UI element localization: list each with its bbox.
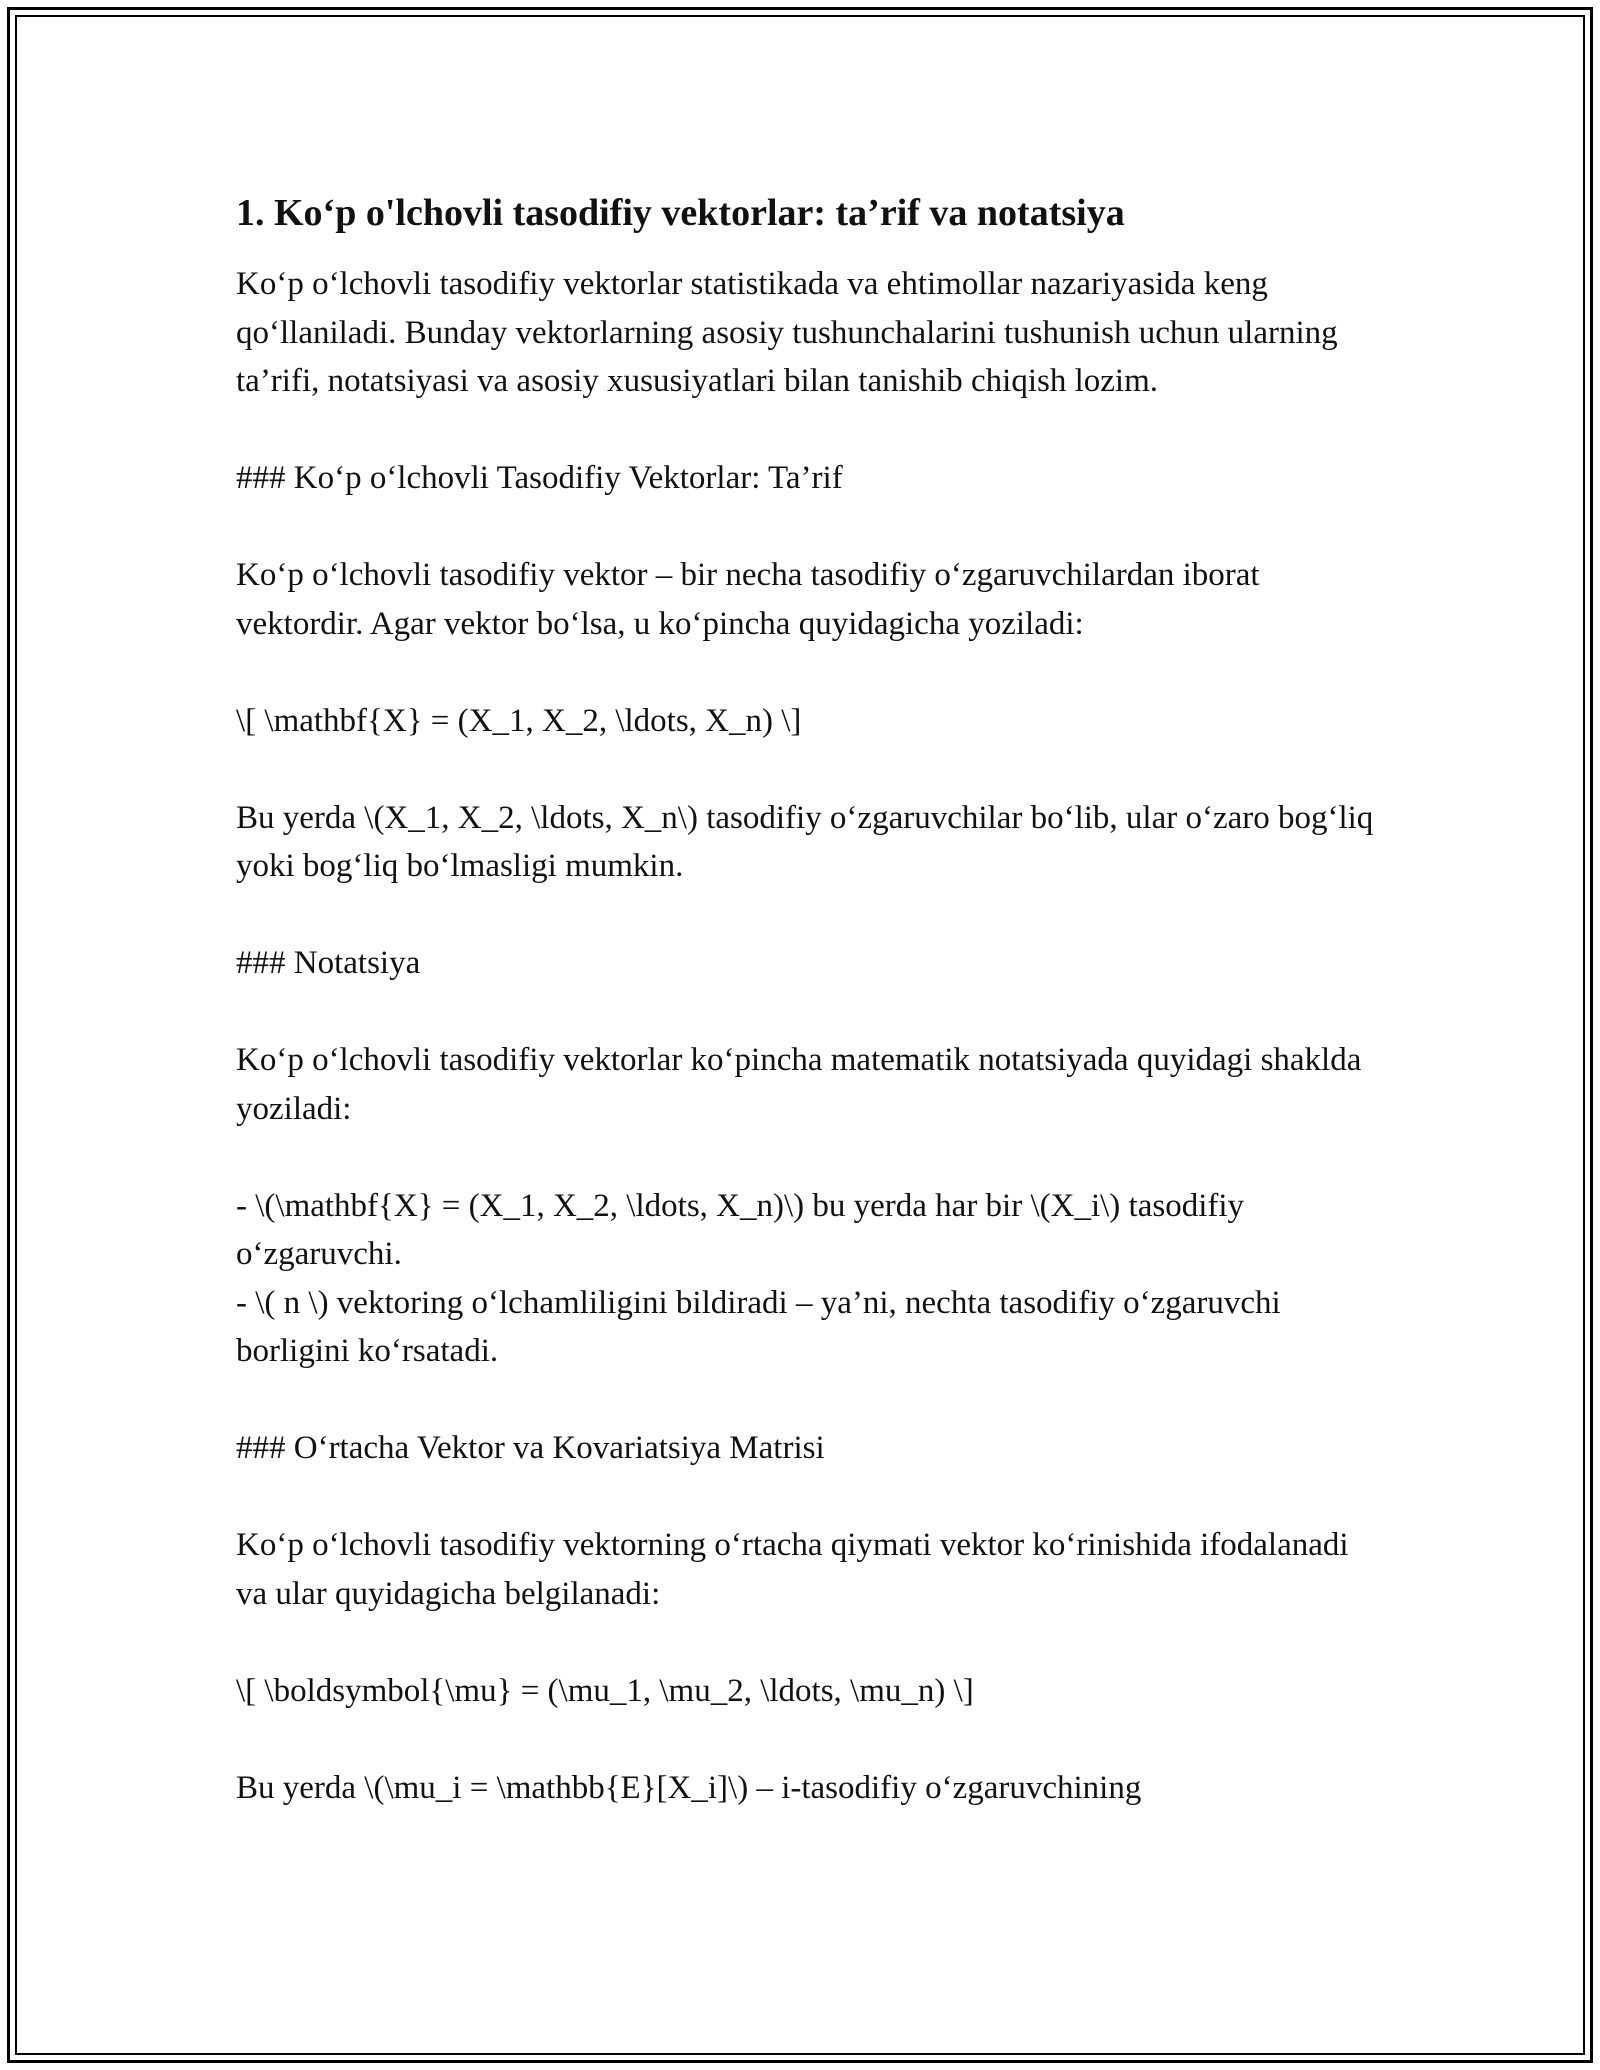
mean-paragraph: Ko‘p o‘lchovli tasodifiy vektorning o‘rtacha qiymati vektor ko‘rinishida ifodalanadi va ular quyidagicha belgilanadi: xyxy=(236,1527,1349,1612)
notation-bullet-2: - \( n \) vektoring o‘lchamliligini bildiradi – ya’ni, nechta tasodifiy o‘zgaruvchi borligini ko‘rsatadi. xyxy=(236,1284,1281,1369)
vector-formula: \[ \mathbf{X} = (X_1, X_2, \ldots, X_n) \] xyxy=(236,702,802,739)
intro-paragraph: Ko‘p o‘lchovli tasodifiy vektorlar statistikada va ehtimollar nazariyasida keng qo‘llaniladi. Bunday vektorlarning asosiy tushunchalarini tushunish uchun ularning ta’rifi, notatsiyasi va asosiy xususiyatlari bilan tanishib chiqish lozim. xyxy=(236,266,1338,399)
mean-formula: \[ \boldsymbol{\mu} = (\mu_1, \mu_2, \ldots, \mu_n) \] xyxy=(236,1672,974,1709)
notation-paragraph: Ko‘p o‘lchovli tasodifiy vektorlar ko‘pincha matematik notatsiyada quyidagi shaklda yoziladi: xyxy=(236,1042,1362,1127)
section-heading-definition: ### Ko‘p o‘lchovli Tasodifiy Vektorlar: Ta’rif xyxy=(236,460,843,496)
section-heading-notation: ### Notatsiya xyxy=(236,945,421,981)
definition-explanation: Bu yerda \(X_1, X_2, \ldots, X_n\) tasodifiy o‘zgaruvchilar bo‘lib, ular o‘zaro bog‘liq yoki bog‘liq bo‘lmasligi mumkin. xyxy=(236,799,1374,884)
document-title: 1. Ko‘p o'lchovli tasodifiy vektorlar: ta’rif va notatsiya xyxy=(236,192,1125,234)
mean-explanation: Bu yerda \(\mu_i = \mathbb{E}[X_i]\) – i-tasodifiy o‘zgaruvchining xyxy=(236,1769,1142,1806)
section-heading-mean-covariance: ### O‘rtacha Vektor va Kovariatsiya Matrisi xyxy=(236,1430,825,1466)
notation-bullet-1: - \(\mathbf{X} = (X_1, X_2, \ldots, X_n)\) bu yerda har bir \(X_i\) tasodifiy o‘zgaruvchi. xyxy=(236,1187,1245,1272)
definition-paragraph: Ko‘p o‘lchovli tasodifiy vektor – bir necha tasodifiy o‘zgaruvchilardan iborat vektordir. Agar vektor bo‘lsa, u ko‘pincha quyidagicha yoziladi: xyxy=(236,557,1260,642)
document-body xyxy=(236,188,1376,1812)
